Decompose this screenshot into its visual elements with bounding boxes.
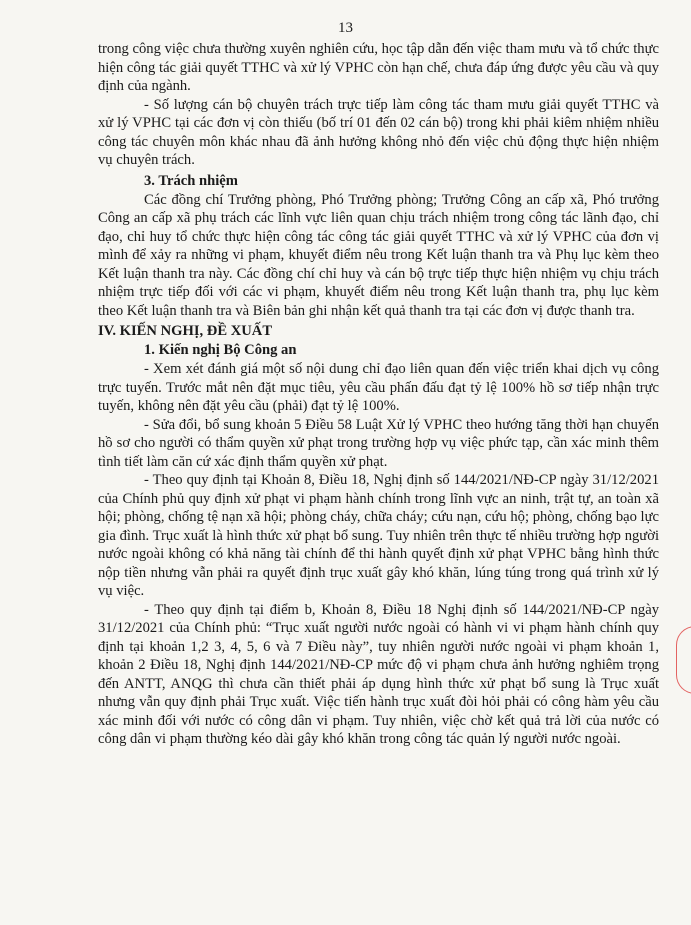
document-body: [98, 40, 659, 749]
paragraph-responsibility: Các đồng chí Trưởng phòng, Phó Trưởng phòng; Trưởng Công an cấp xã, Phó trưởng Công an cấp xã phụ trách các lĩnh vực liên quan chịu trách nhiệm trong công tác lãnh đạo, chỉ đạo, chỉ huy tổ chức thực hiện công tác công tác giải quyết TTHC và xử lý VPHC của đơn vị mình để xảy ra những vi phạm, khuyết điểm nêu trong Kết luận thanh tra và Phụ lục kèm theo Kết luận thanh tra này. Các đồng chí chỉ huy và cán bộ trực tiếp thực hiện nhiệm vụ chịu trách nhiệm trực tiếp đối với các vi phạm, khuyết điểm nêu trong Kết luận thanh tra, phụ lục kèm theo Kết luận thanh tra và Biên bản ghi nhận kết quả thanh tra tại các đơn vị được thanh tra.: [98, 191, 659, 319]
paragraph-online-services: - Xem xét đánh giá một số nội dung chỉ đạo liên quan đến việc triển khai dịch vụ công trực tuyến. Trước mắt nên đặt mục tiêu, yêu cầu phấn đấu đạt tỷ lệ 100% hồ sơ tiếp nhận trực tuyến, không nên đặt yêu cầu (phải) đạt tỷ lệ 100%.: [98, 361, 659, 414]
red-stamp-edge: [676, 626, 691, 694]
page-number: 13: [338, 20, 353, 36]
heading-trach-nhiem: 3. Trách nhiệm: [144, 172, 238, 189]
heading-kien-nghi-bo-cong-an: 1. Kiến nghị Bộ Công an: [144, 342, 297, 358]
paragraph-decree-144-clause-8: - Theo quy định tại Khoản 8, Điều 18, Nghị định số 144/2021/NĐ-CP ngày 31/12/2021 của Chính phủ quy định xử phạt vi phạm hành chính trong lĩnh vực an ninh, trật tự, an toàn xã hội; phòng, chống tệ nạn xã hội; phòng cháy, chữa cháy; cứu nạn, cứu hộ; phòng, chống bạo lực gia đình. Trục xuất là hình thức xử phạt bổ sung. Tuy nhiên trên thực tế nhiều trường hợp người nước ngoài không có khả năng tài chính để thi hành quyết định xử phạt VPHC bằng hình thức nộp tiền nhưng vẫn phải ra quyết định trục xuất gây khó khăn, lúng túng trong quá trình xử lý vụ việc.: [98, 472, 659, 599]
paragraph-decree-144-point-b: - Theo quy định tại điểm b, Khoản 8, Điều 18 Nghị định số 144/2021/NĐ-CP ngày 31/12/2021 của Chính phủ: “Trục xuất người nước ngoài có hành vi vi phạm hành chính quy định tại khoản 1,2 3, 4, 5, 6 và 7 Điều này”, tuy nhiên người nước ngoài vi phạm khoản 1, khoản 2 Điều 18, Nghị định 144/2021/NĐ-CP mức độ vi phạm chưa ảnh hưởng nghiêm trọng đến ANTT, ANQG thì chưa cần thiết phải áp dụng hình thức xử phạt bổ sung là Trục xuất nhưng vẫn quy định phải Trục xuất. Việc tiến hành trục xuất đòi hỏi phải có công hàm yêu cầu xác minh đối với nước có công dân vi phạm. Tuy nhiên, việc chờ kết quả trả lời của nước có công dân vi phạm thường kéo dài gây khó khăn trong công tác quản lý người nước ngoài.: [98, 601, 659, 747]
heading-kien-nghi-de-xuat: IV. KIẾN NGHỊ, ĐỀ XUẤT: [98, 323, 273, 339]
paragraph-amend-article-58: - Sửa đổi, bổ sung khoản 5 Điều 58 Luật Xử lý VPHC theo hướng tăng thời hạn chuyển hồ sơ cho người có thẩm quyền xử phạt trong trường hợp vụ việc phức tạp, cần xác minh thêm tình tiết làm căn cứ xác định thẩm quyền xử phạt.: [98, 416, 659, 470]
paragraph-staffing: - Số lượng cán bộ chuyên trách trực tiếp làm công tác tham mưu giải quyết TTHC và xử lý VPHC tại các đơn vị còn thiếu (bố trí 01 đến 02 cán bộ) trong khi phải kiêm nhiệm nhiều công tác chuyên môn khác nhau đã ảnh hưởng không nhỏ đến việc chủ động thực hiện nhiệm vụ chuyên trách.: [98, 96, 659, 168]
paragraph-continuation: trong công việc chưa thường xuyên nghiên cứu, học tập dẫn đến việc tham mưu và tổ chức thực hiện công tác giải quyết TTHC và xử lý VPHC còn hạn chế, chưa đáp ứng được yêu cầu và quy định của ngành.: [98, 41, 659, 94]
